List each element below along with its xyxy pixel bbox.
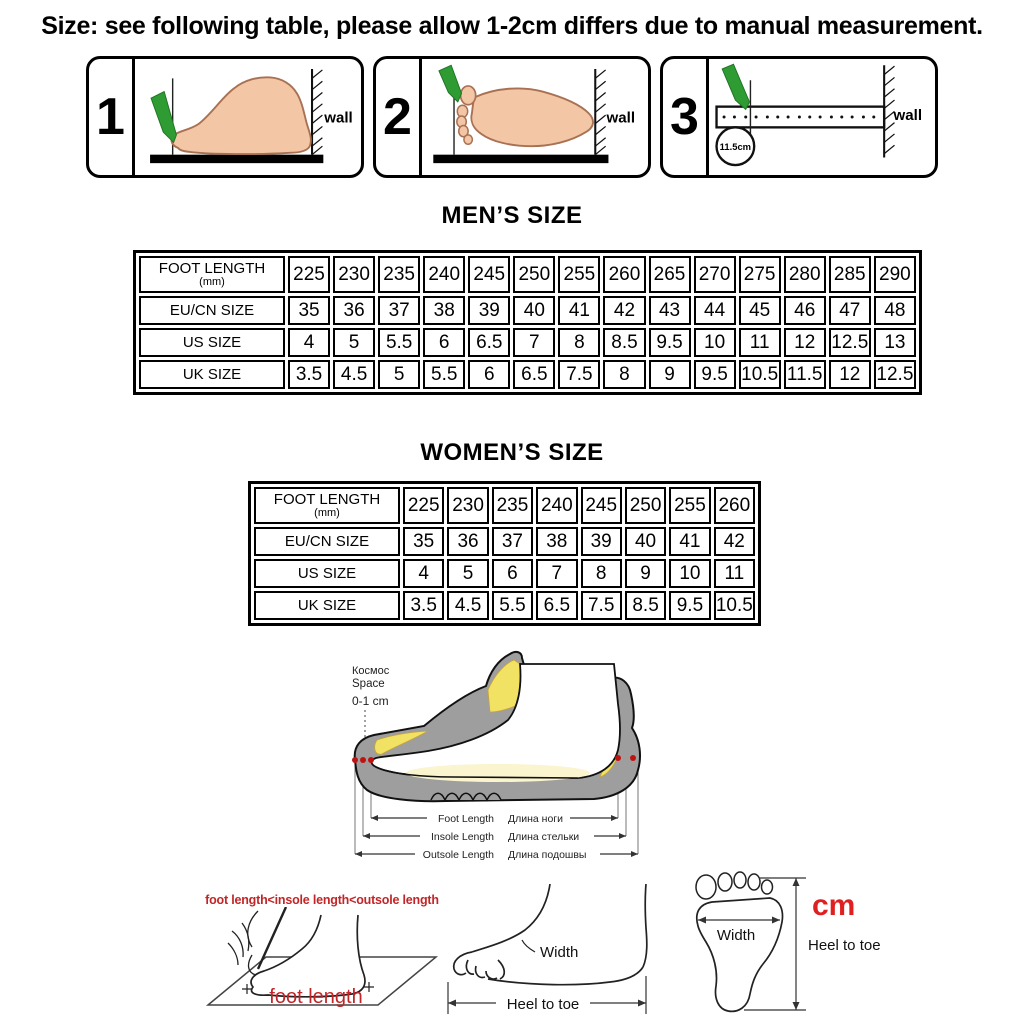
measurement-steps: [86, 56, 938, 178]
size-cell: 8: [558, 328, 600, 357]
size-cell: 250: [625, 487, 666, 524]
wall-label: wall: [893, 106, 923, 124]
size-cell: 38: [423, 296, 465, 325]
row-label-uk: UK SIZE: [254, 591, 400, 620]
womens-size-table: [248, 481, 761, 626]
table-row-eu-cn: [254, 527, 755, 556]
print-width-label: Width: [716, 927, 756, 944]
table-row-eu-cn: [139, 296, 916, 325]
mens-size-title: MEN’S SIZE: [441, 202, 583, 229]
size-cell: 38: [536, 527, 577, 556]
size-cell: 280: [784, 256, 826, 293]
space-label-en: Space: [352, 678, 385, 690]
size-cell: 39: [581, 527, 622, 556]
size-cell: 7.5: [558, 360, 600, 389]
unit-label: cm: [812, 889, 856, 922]
traced-foot-outline: [242, 915, 374, 997]
size-cell: 39: [468, 296, 510, 325]
size-cell: 3.5: [403, 591, 444, 620]
foot-side-illustration: [171, 77, 310, 154]
size-cell: 5.5: [492, 591, 533, 620]
wall-label: wall: [606, 109, 636, 127]
row-label-sub: (mm): [199, 275, 225, 288]
size-cell: 11.5: [784, 360, 826, 389]
step-2-number: 2: [376, 59, 422, 175]
insole-length-label-en: Insole Length: [430, 831, 494, 843]
size-cell: 11: [714, 559, 755, 588]
size-cell: 36: [447, 527, 488, 556]
size-cell: 5.5: [378, 328, 420, 357]
floor-bar: [433, 155, 608, 163]
pencil-icon: [439, 65, 462, 102]
size-cell: 240: [536, 487, 577, 524]
size-cell: 260: [603, 256, 645, 293]
size-cell: 9.5: [669, 591, 710, 620]
table-row-foot-length: [254, 487, 755, 524]
row-label-us: US SIZE: [139, 328, 285, 357]
size-cell: 45: [739, 296, 781, 325]
foot-length-dimension: [371, 815, 618, 821]
step-1: [86, 56, 364, 178]
row-label-text: FOOT LENGTH: [158, 260, 266, 277]
step-2-illustration: [422, 59, 648, 175]
size-cell: 12: [829, 360, 871, 389]
size-cell: 5: [378, 360, 420, 389]
row-label-sub: (mm): [314, 506, 340, 519]
size-cell: 6: [423, 328, 465, 357]
size-cell: 12.5: [874, 360, 916, 389]
size-cell: 6.5: [468, 328, 510, 357]
size-cell: 240: [423, 256, 465, 293]
size-cell: 5.5: [423, 360, 465, 389]
size-cell: 9.5: [649, 328, 691, 357]
size-cell: 255: [558, 256, 600, 293]
size-cell: 47: [829, 296, 871, 325]
foot-length-caption: foot length: [269, 986, 363, 1008]
size-cell: 245: [581, 487, 622, 524]
size-cell: 225: [403, 487, 444, 524]
mens-size-table: [133, 250, 922, 395]
size-cell: 9: [625, 559, 666, 588]
womens-size-title: WOMEN’S SIZE: [420, 439, 604, 466]
size-cell: 235: [378, 256, 420, 293]
ruler-illustration: [717, 107, 885, 128]
size-cell: 11: [739, 328, 781, 357]
row-label-foot-length: [139, 256, 285, 293]
length-formula-text: foot length<insole length<outsole length: [205, 893, 439, 907]
page-title: Size: see following table, please allow 1-2cm differs due to manual measurement.: [41, 12, 983, 40]
size-cell: 6: [492, 559, 533, 588]
wall-hatch: [595, 69, 605, 155]
insole-length-dimension: [363, 833, 626, 839]
foot-sole-illustration: [457, 86, 593, 146]
row-label-uk: UK SIZE: [139, 360, 285, 389]
size-cell: 35: [288, 296, 330, 325]
size-cell: 10.5: [714, 591, 755, 620]
size-cell: 36: [333, 296, 375, 325]
size-cell: 5: [447, 559, 488, 588]
size-cell: 265: [649, 256, 691, 293]
ruler-size-label: 11.5cm: [719, 140, 752, 152]
size-cell: 285: [829, 256, 871, 293]
size-cell: 46: [784, 296, 826, 325]
size-cell: 41: [669, 527, 710, 556]
size-cell: 37: [492, 527, 533, 556]
size-cell: 255: [669, 487, 710, 524]
foot-length-label-ru: Длина ноги: [508, 813, 563, 825]
size-cell: 230: [333, 256, 375, 293]
size-cell: 43: [649, 296, 691, 325]
row-label-text: FOOT LENGTH: [273, 491, 381, 508]
step-3: [660, 56, 938, 178]
table-row-us: [254, 559, 755, 588]
size-cell: 8.5: [625, 591, 666, 620]
size-cell: 4.5: [333, 360, 375, 389]
side-heel-toe-label: Heel to toe: [506, 996, 580, 1013]
size-cell: 10: [669, 559, 710, 588]
step-3-illustration: [709, 59, 935, 175]
size-cell: 250: [513, 256, 555, 293]
outsole-length-label-ru: Длина подошвы: [508, 849, 587, 861]
size-cell: 12: [784, 328, 826, 357]
size-cell: 235: [492, 487, 533, 524]
side-foot-diagram: [440, 884, 672, 1019]
size-cell: 12.5: [829, 328, 871, 357]
size-cell: 40: [513, 296, 555, 325]
size-cell: 7.5: [581, 591, 622, 620]
pencil-icon: [722, 64, 749, 109]
table-row-foot-length: [139, 256, 916, 293]
size-cell: 3.5: [288, 360, 330, 389]
size-cell: 8: [581, 559, 622, 588]
row-label-foot-length: [254, 487, 400, 524]
side-foot-outline: [454, 884, 647, 985]
space-label-ru: Космос: [352, 665, 390, 677]
size-cell: 230: [447, 487, 488, 524]
size-cell: 5: [333, 328, 375, 357]
size-cell: 6.5: [513, 360, 555, 389]
row-label-eu-cn: EU/CN SIZE: [139, 296, 285, 325]
space-value: 0-1 cm: [352, 694, 389, 708]
step-1-number: 1: [89, 59, 135, 175]
step-2: [373, 56, 651, 178]
side-width-label: Width: [540, 944, 579, 961]
size-cell: 42: [603, 296, 645, 325]
size-cell: 44: [694, 296, 736, 325]
size-cell: 4: [288, 328, 330, 357]
table-row-uk: [139, 360, 916, 389]
size-cell: 260: [714, 487, 755, 524]
step-3-number: 3: [663, 59, 709, 175]
size-cell: 48: [874, 296, 916, 325]
size-cell: 35: [403, 527, 444, 556]
size-cell: 6.5: [536, 591, 577, 620]
size-cell: 8.5: [603, 328, 645, 357]
size-cell: 13: [874, 328, 916, 357]
print-heel-toe-label: Heel to toe: [808, 937, 881, 954]
size-cell: 245: [468, 256, 510, 293]
size-cell: 4: [403, 559, 444, 588]
size-cell: 10: [694, 328, 736, 357]
size-cell: 41: [558, 296, 600, 325]
insole-length-label-ru: Длина стельки: [508, 831, 580, 843]
floor-bar: [150, 155, 323, 163]
size-cell: 275: [739, 256, 781, 293]
size-cell: 9: [649, 360, 691, 389]
size-cell: 290: [874, 256, 916, 293]
table-row-uk: [254, 591, 755, 620]
size-cell: 6: [468, 360, 510, 389]
outsole-length-label-en: Outsole Length: [422, 849, 494, 861]
size-cell: 7: [513, 328, 555, 357]
foot-length-label-en: Foot Length: [437, 813, 494, 825]
size-cell: 7: [536, 559, 577, 588]
size-cell: 10.5: [739, 360, 781, 389]
wall-label: wall: [324, 109, 353, 127]
size-cell: 42: [714, 527, 755, 556]
size-cell: 40: [625, 527, 666, 556]
footprint-diagram: [684, 870, 924, 1018]
size-cell: 225: [288, 256, 330, 293]
outsole-length-dimension: [355, 851, 638, 857]
row-label-us: US SIZE: [254, 559, 400, 588]
size-cell: 9.5: [694, 360, 736, 389]
shoe-illustration: [355, 652, 640, 801]
foot-tracing-diagram: [198, 893, 446, 1009]
size-cell: 8: [603, 360, 645, 389]
wall-hatch: [312, 69, 322, 155]
shoe-cross-section-diagram: [328, 648, 720, 864]
size-cell: 4.5: [447, 591, 488, 620]
step-1-illustration: [135, 59, 361, 175]
ruler-size-callout: [717, 127, 755, 165]
table-row-us: [139, 328, 916, 357]
row-label-eu-cn: EU/CN SIZE: [254, 527, 400, 556]
size-cell: 37: [378, 296, 420, 325]
size-cell: 270: [694, 256, 736, 293]
